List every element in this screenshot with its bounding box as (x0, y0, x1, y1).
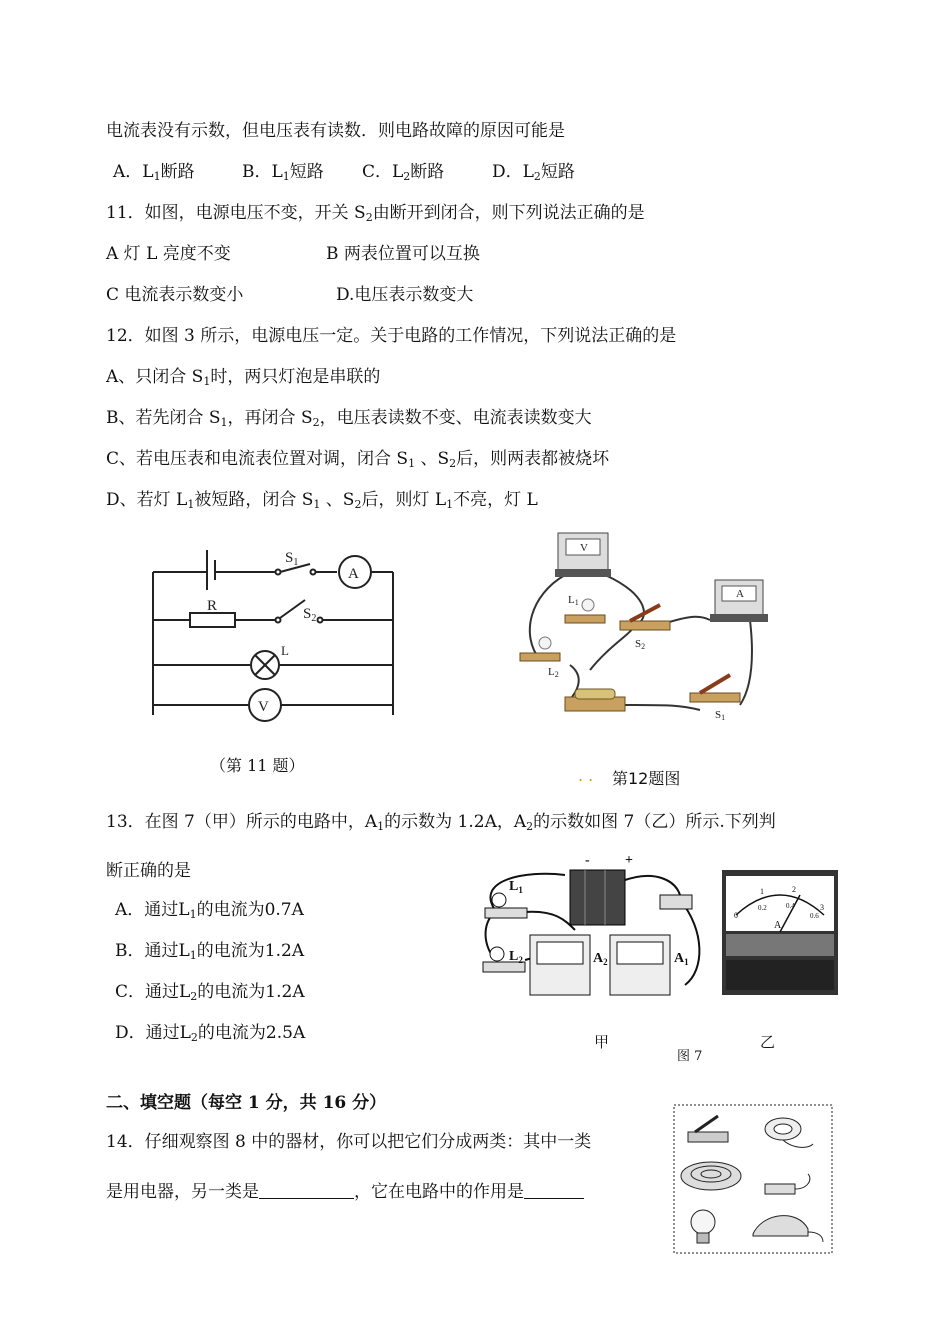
switch-s2-label: S2 (635, 638, 646, 651)
q10-option-d: D．$L_2$短路 (492, 162, 575, 183)
figure7-label-fig: 图 7 (677, 1049, 703, 1064)
q10-stem-tail: 电流表没有示数，但电压表有读数．则电路故障的原因可能是 (106, 121, 565, 141)
q13-option-a: A．通过$L_1$的电流为0.7A (115, 900, 304, 921)
fig7-l1-label: $L_1$ (509, 879, 523, 895)
ammeter-face-label: A (736, 588, 744, 600)
figure7-label-yi: 乙 (760, 1033, 776, 1051)
meter-scale-small-3: 0.6 (810, 912, 819, 920)
meter-scale-3: 3 (820, 903, 824, 912)
q11-option-d: D.电压表示数变大 (336, 285, 474, 305)
q14-line2: 是用电器，另一类是 ，它在电路中的作用是 (106, 1181, 584, 1203)
q13-stem: 13．在图 7（甲）所示的电路中，$A_1$的示数为 1.2A，$A_2$的示数如图 7（乙）所示.下列判 (106, 812, 776, 833)
q12-option-d: D、若灯 $L_1$被短路，闭合 $S_1$ 、$S_2$后，则灯 $L_1$不亮，灯 L (106, 490, 538, 511)
q11-circuit-diagram (145, 540, 405, 730)
fig7-a2-label: $A_2$ (593, 951, 608, 967)
q12-caption-dots: . . (578, 766, 594, 785)
q14-line1: 14．仔细观察图 8 中的器材，你可以把它们分成两类：其中一类 (106, 1132, 592, 1152)
battery-minus-label: - (585, 853, 590, 868)
q11-stem: 11．如图，电源电压不变，开关 $S_2$由断开到闭合，则下列说法正确的是 (106, 203, 645, 224)
figure7-yi-meter (722, 870, 838, 995)
s2-label: $S_2$ (303, 606, 317, 624)
q12-option-a: A、只闭合 $S_1$时，两只灯泡是串联的 (106, 367, 381, 388)
q12-option-c: C、若电压表和电流表位置对调，闭合 $S_1$ 、$S_2$后，则两表都被烧坏 (106, 449, 610, 470)
q13-option-d: D．通过$L_2$的电流为2.5A (115, 1023, 306, 1044)
fig7-a1-label: $A_1$ (674, 951, 689, 967)
q11-option-a: A 灯 L 亮度不变 (106, 244, 231, 264)
q14-blank-2[interactable] (524, 1182, 584, 1199)
q14-blank-1[interactable] (259, 1182, 354, 1199)
switch-s1-label: S1 (715, 709, 726, 722)
fig7-l2-label: $L_2$ (509, 949, 523, 965)
section2-title: 二、填空题（每空 1 分，共 16 分） (106, 1093, 387, 1113)
ammeter-symbol: A (348, 566, 359, 582)
meter-scale-small-2: 0.4 (786, 902, 795, 910)
l2-label: L2 (548, 666, 559, 679)
q13-option-c: C．通过$L_2$的电流为1.2A (115, 982, 305, 1003)
meter-scale-2: 2 (792, 885, 796, 894)
q12-circuit-diagram (510, 525, 780, 725)
figure7-label-jia: 甲 (594, 1033, 610, 1051)
figure7-jia-circuit (465, 850, 710, 1010)
meter-scale-1: 1 (760, 887, 764, 896)
lamp-label: L (281, 643, 289, 658)
l1-label: L1 (568, 594, 579, 607)
meter-unit-label: A (774, 920, 782, 931)
q12-figure-caption: 第12题图 (612, 769, 681, 788)
meter-scale-small-1: 0.2 (758, 904, 767, 912)
q11-option-b: B 两表位置可以互换 (326, 244, 480, 264)
battery-plus-label: + (625, 853, 633, 868)
q12-option-b: B、若先闭合 $S_1$，再闭合 $S_2$，电压表读数不变、电流表读数变大 (106, 408, 592, 429)
q10-option-b: B．$L_1$短路 (242, 162, 324, 183)
resistor-label: R (207, 598, 218, 614)
q12-stem: 12．如图 3 所示，电源电压一定。关于电路的工作情况，下列说法正确的是 (106, 326, 677, 346)
meter-scale-0: 0 (734, 911, 738, 920)
figure8-equipment (673, 1104, 833, 1254)
q11-option-c: C 电流表示数变小 (106, 285, 244, 305)
q10-option-c: C．$L_2$断路 (362, 162, 445, 183)
voltmeter-face-label: V (580, 542, 588, 554)
q11-figure-caption: （第 11 题） (210, 756, 305, 775)
voltmeter-symbol: V (258, 699, 269, 715)
q13-stem-line2: 断正确的是 (106, 861, 191, 881)
q10-option-a: A．$L_1$断路 (113, 162, 195, 183)
q13-option-b: B．通过$L_1$的电流为1.2A (115, 941, 305, 962)
s1-label: $S_1$ (285, 550, 299, 568)
